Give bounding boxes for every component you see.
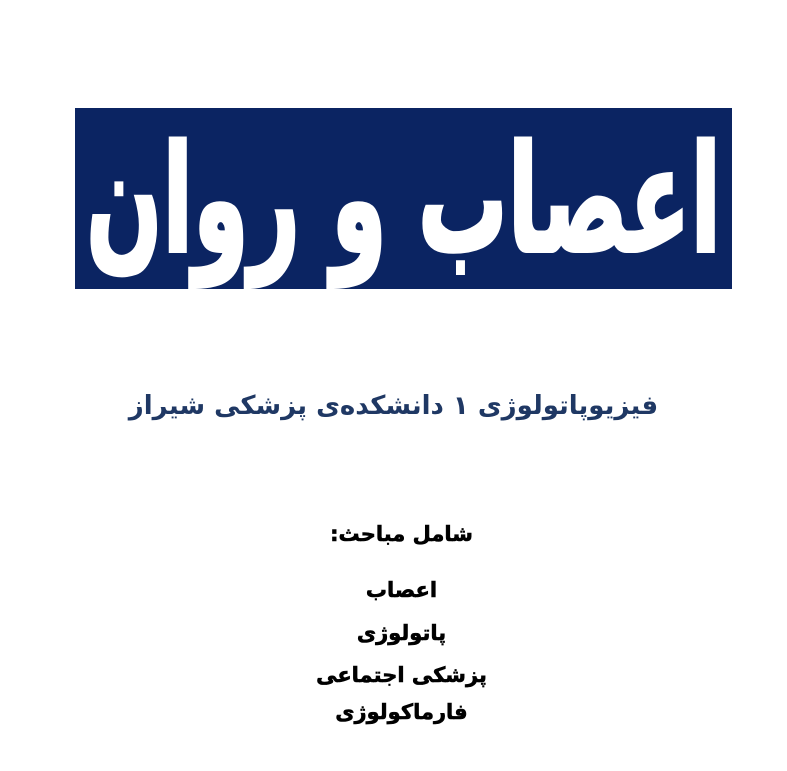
title-banner (75, 108, 732, 289)
topic-item-pharmacology: فارماکولوژی (335, 700, 468, 724)
topic-item-pathology: پاتولوژی (356, 621, 447, 645)
topic-item-social-medicine: پزشکی اجتماعی (316, 663, 487, 687)
topic-item-neurology: اعصاب (365, 578, 438, 602)
document-subtitle: فیزیوپاتولوژی ۱ دانشکده‌ی پزشکی شیراز (128, 391, 659, 421)
document-title: اعصاب و روان (86, 113, 721, 286)
topics-heading: شامل مباحث: (330, 522, 473, 546)
